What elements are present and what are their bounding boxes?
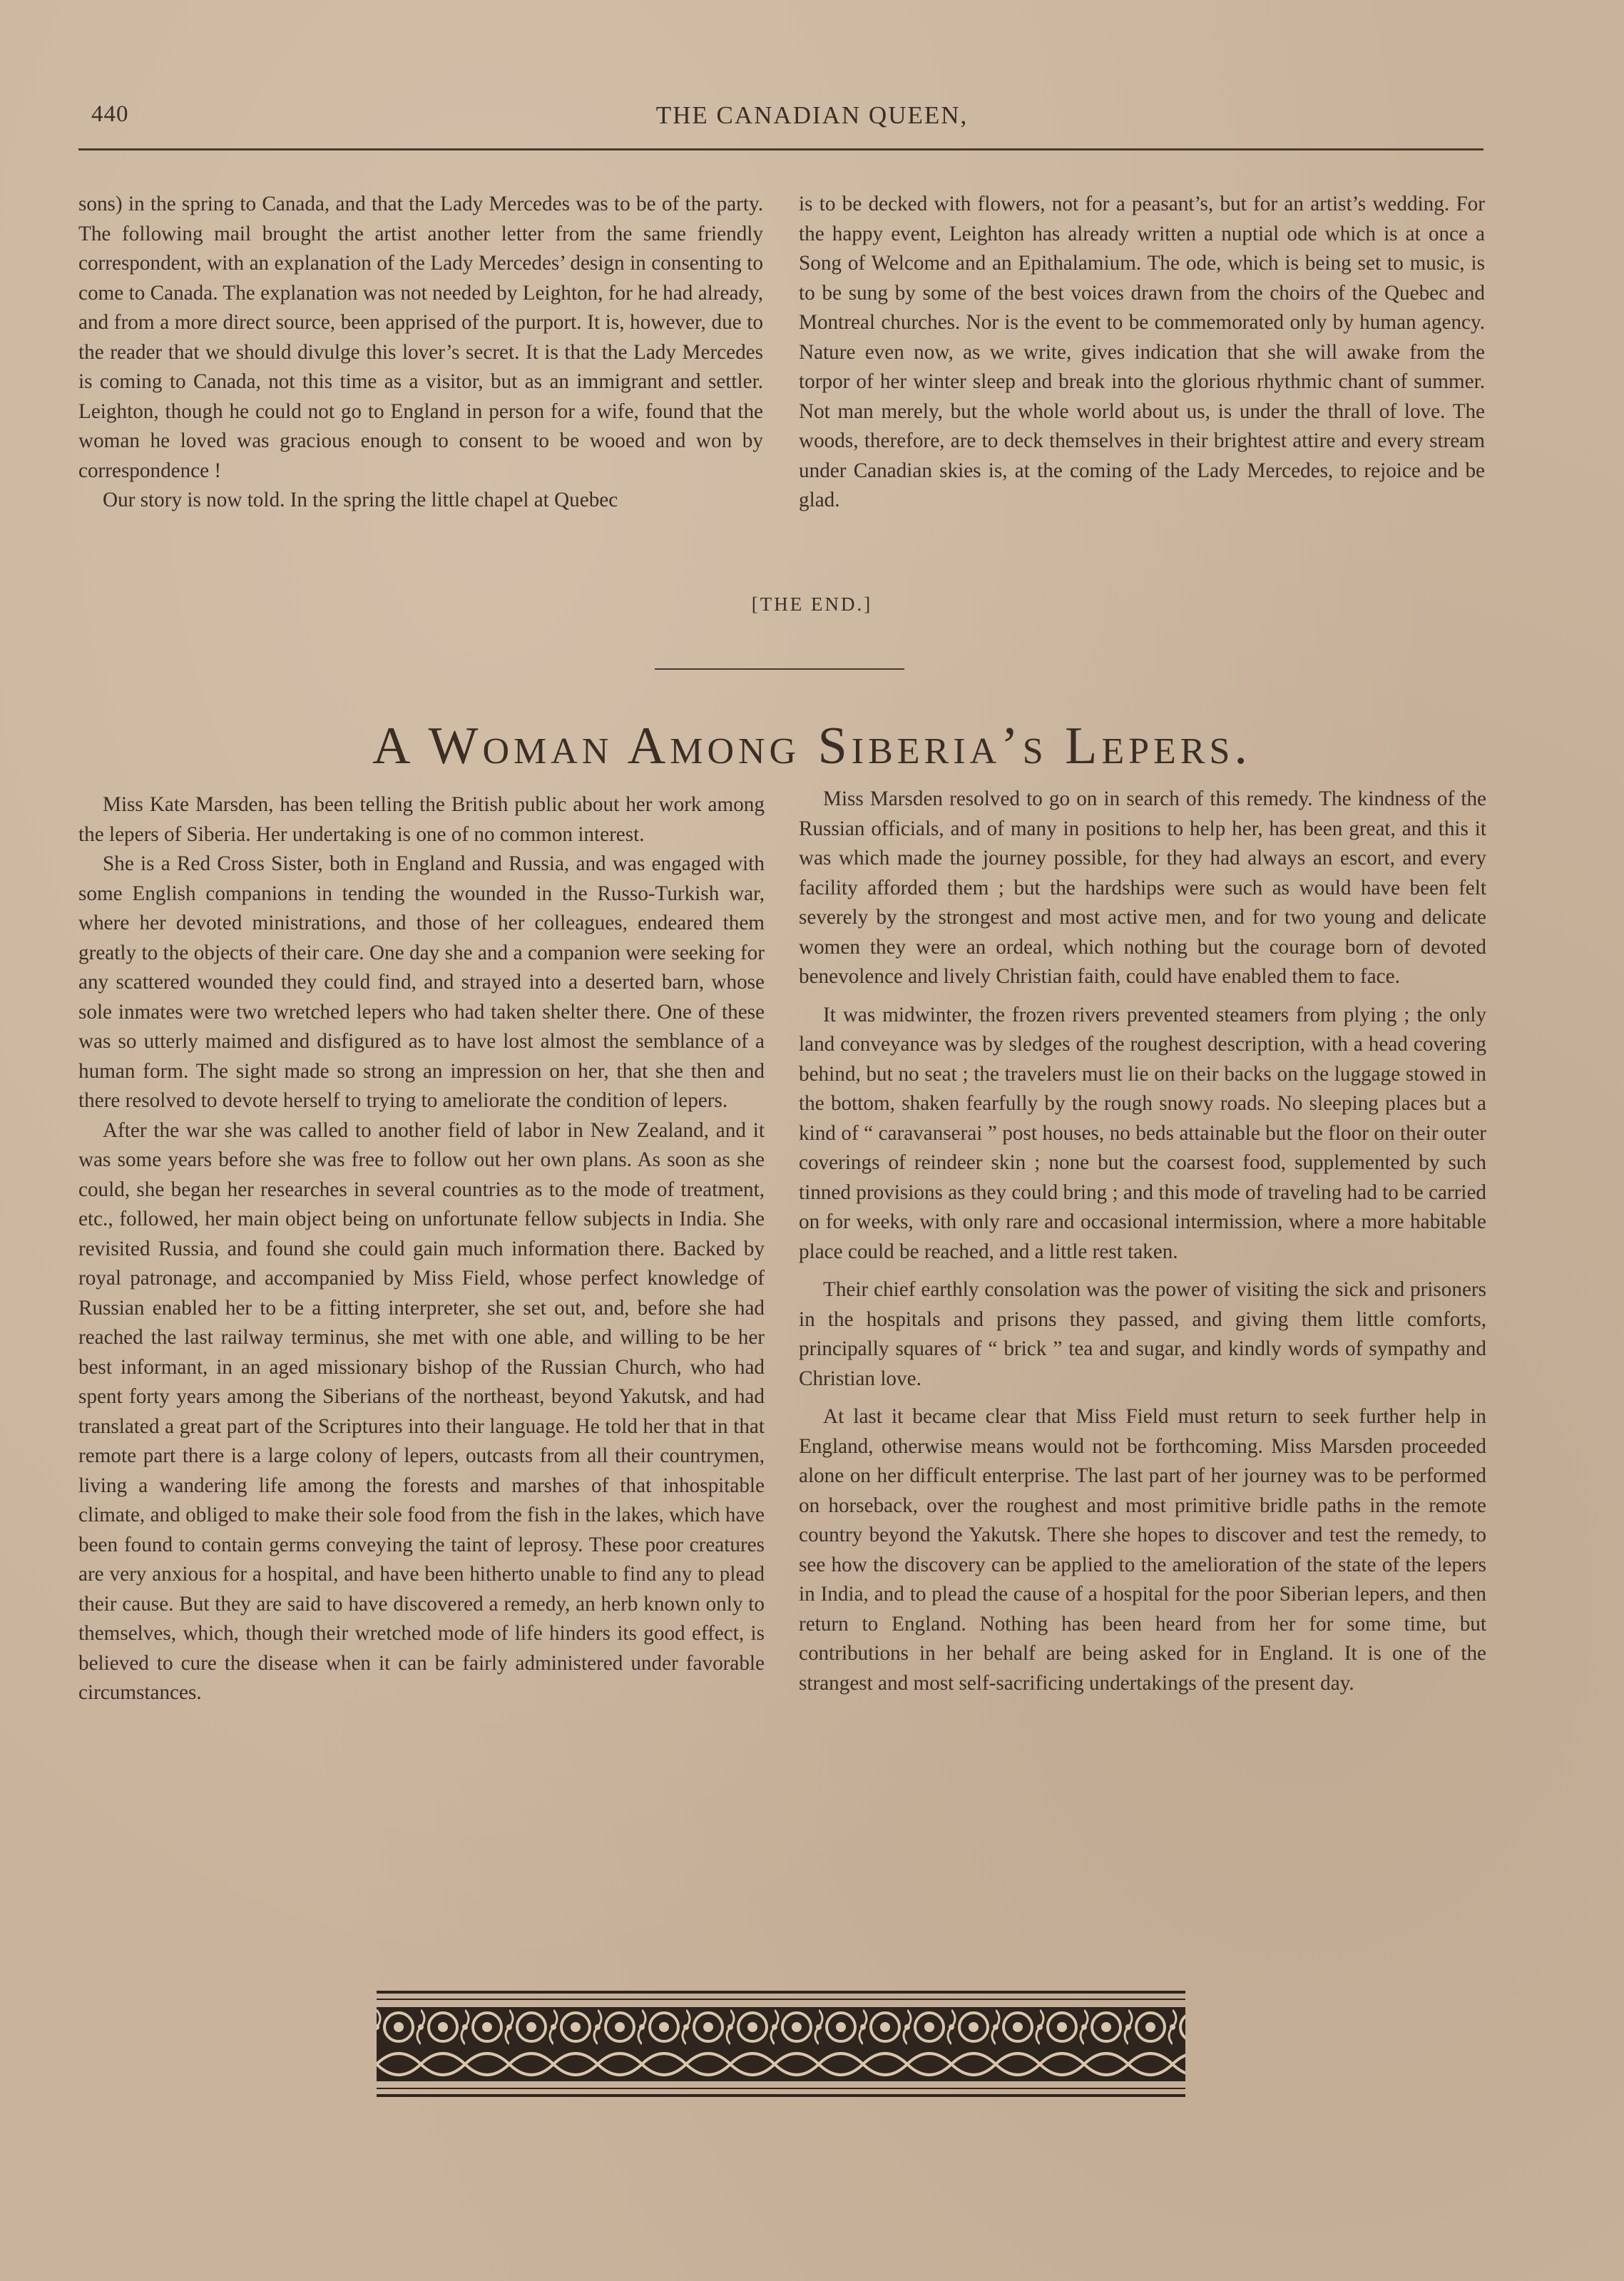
paragraph: Our story is now told. In the spring the little chapel at Quebec (103, 489, 618, 511)
running-head: THE CANADIAN QUEEN, (655, 101, 969, 129)
paragraph: It was midwinter, the frozen rivers prevented steamers from plying ; the only land conveyance was by sledges of the roughest description, with a head covering behind, but no seat ; the travelers must lie on their backs on the luggage stowed in the bottom, shaken fearfully by the rough snowy roads. No sleeping places but a kind of “ caravanserai ” post houses, no beds attainable but the floor on their outer coverings of reindeer skin ; none but the coarsest food, supplemented by such tinned provisions as they could bring ; and this mode of traveling had to be carried on for weeks, with only rare and occasional intermission, where a more habitable place could be reached, and a little rest taken. (799, 1003, 1486, 1263)
decorative-border-ornament (377, 1990, 1185, 2104)
header-rule (78, 148, 1483, 150)
article-left-column (78, 790, 765, 1926)
paragraph: sons) in the spring to Canada, and that the Lady Mercedes was to be of the party. The following mail brought the artist another letter from the same friendly correspondent, with an explanation of the Lady Mercedes’ design in consenting to come to Canada. The explanation was not needed by Leighton, for he had already, and from a more direct source, been apprised of the purport. It is, however, due to the reader that we should divulge this lover’s secret. It is that the Lady Mercedes is coming to Canada, not this time as a visitor, but as an immigrant and settler. Leighton, though he could not go to England in person for a wife, found that the woman he loved was gracious enough to consent to be wooed and won by correspondence ! (78, 193, 763, 482)
paragraph: Miss Marsden resolved to go on in search of this remedy. The kindness of the Russian officials, and of many in positions to help her, has been great, and this it was which made the journey possible, for they had always an escort, and every facility afforded them ; but the hardships were such as would have been felt severely by the strongest and most active men, and for two young and delicate women they were an ordeal, which nothing but the courage born of devoted benevolence and lively Christian faith, could have enabled them to face. (799, 787, 1486, 988)
previous-story-left-column (78, 190, 763, 582)
paragraph: She is a Red Cross Sister, both in England and Russia, and was engaged with some English companions in tending the wounded in the Russo-Turkish war, where her devoted ministrations, and those of her colleagues, endeared them greatly to the objects of their care. One day she and a companion were seeking for any scattered wounded they could find, and strayed into a deserted barn, whose sole inmates were two wretched lepers who had taken shelter there. One of these was so utterly maimed and disfigured as to have lost almost the semblance of a human form. The sight made so strong an impression on her, that she then and there resolved to devote herself to trying to ameliorate the condition of lepers. (78, 852, 765, 1112)
previous-story-right-column (799, 190, 1485, 575)
section-divider (655, 668, 904, 670)
article-right-column (799, 785, 1486, 1926)
end-marker: [THE END.] (751, 593, 873, 615)
paragraph: Miss Kate Marsden, has been telling the British public about her work among the lepers of Siberia. Her undertaking is one of no common interest. (78, 793, 765, 846)
page-number: 440 (91, 101, 129, 127)
paragraph: At last it became clear that Miss Field must return to seek further help in England, otherwise means would not be forthcoming. Miss Marsden proceeded alone on her difficult enterprise. The last part of her journey was to be performed on horseback, over the roughest and most primitive bridle paths in the remote country beyond the Yakutsk. There she hopes to discover and test the remedy, to see how the discovery can be applied to the amelioration of the state of the lepers in India, and to plead the cause of a hospital for the poor Siberian lepers, and then return to England. Nothing has been heard from her for some time, but contributions in her behalf are being asked for in England. It is one of the strangest and most self-sacrificing undertakings of the present day. (799, 1405, 1486, 1695)
paragraph: After the war she was called to another field of labor in New Zealand, and it was some years before she was free to follow out her own plans. As soon as she could, she began her researches in several countries as to the mode of treatment, etc., followed, her main object being on unfortunate fellow subjects in India. She revisited Russia, and found she could gain much information there. Backed by royal patronage, and accompanied by Miss Field, whose perfect knowledge of Russian enabled her to be a fitting interpreter, she set out, and, before she had reached the last railway terminus, she met with one able, and willing to be her best informant, in an aged missionary bishop of the Russian Church, who had spent forty years among the Siberians of the northeast, beyond Yakutsk, and had translated a great part of the Scriptures into their language. He told her that in that remote part there is a large colony of lepers, outcasts from all their countrymen, living a wandering life among the forests and marshes of that inhospitable climate, and obliged to make their sole food from the fish in the lakes, which have been found to contain germs conveying the taint of leprosy. These poor creatures are very anxious for a hospital, and have been hitherto unable to find any to plead their cause. But they are said to have discovered a remedy, an herb known only to themselves, which, though their wretched mode of life hinders its good effect, is believed to cure the disease when it can be fairly administered under favorable circumstances. (78, 1118, 765, 1704)
paragraph: is to be decked with flowers, not for a peasant’s, but for an artist’s wedding. For the happy event, Leighton has already written a nuptial ode which is at once a Song of Welcome and an Epithalamium. The ode, which is being set to music, is to be sung by some of the best voices drawn from the choirs of the Quebec and Montreal churches. Nor is the event to be commemorated only by human agency. Nature even now, as we write, gives indication that she will awake from the torpor of her winter sleep and break into the glorious rhythmic chant of summer. Not man merely, but the whole world about us, is under the thrall of love. The woods, therefore, are to deck themselves in their brightest attire and every stream under Canadian skies is, at the coming of the Lady Mercedes, to rejoice and be glad. (799, 193, 1485, 511)
paragraph: Their chief earthly consolation was the power of visiting the sick and prisoners in the hospitals and prisons they passed, and giving them little comforts, principally squares of “ brick ” tea and sugar, and kindly words of sympathy and Christian love. (799, 1278, 1486, 1390)
article-title: A Woman Among Siberia’s Lepers. (372, 717, 1252, 775)
